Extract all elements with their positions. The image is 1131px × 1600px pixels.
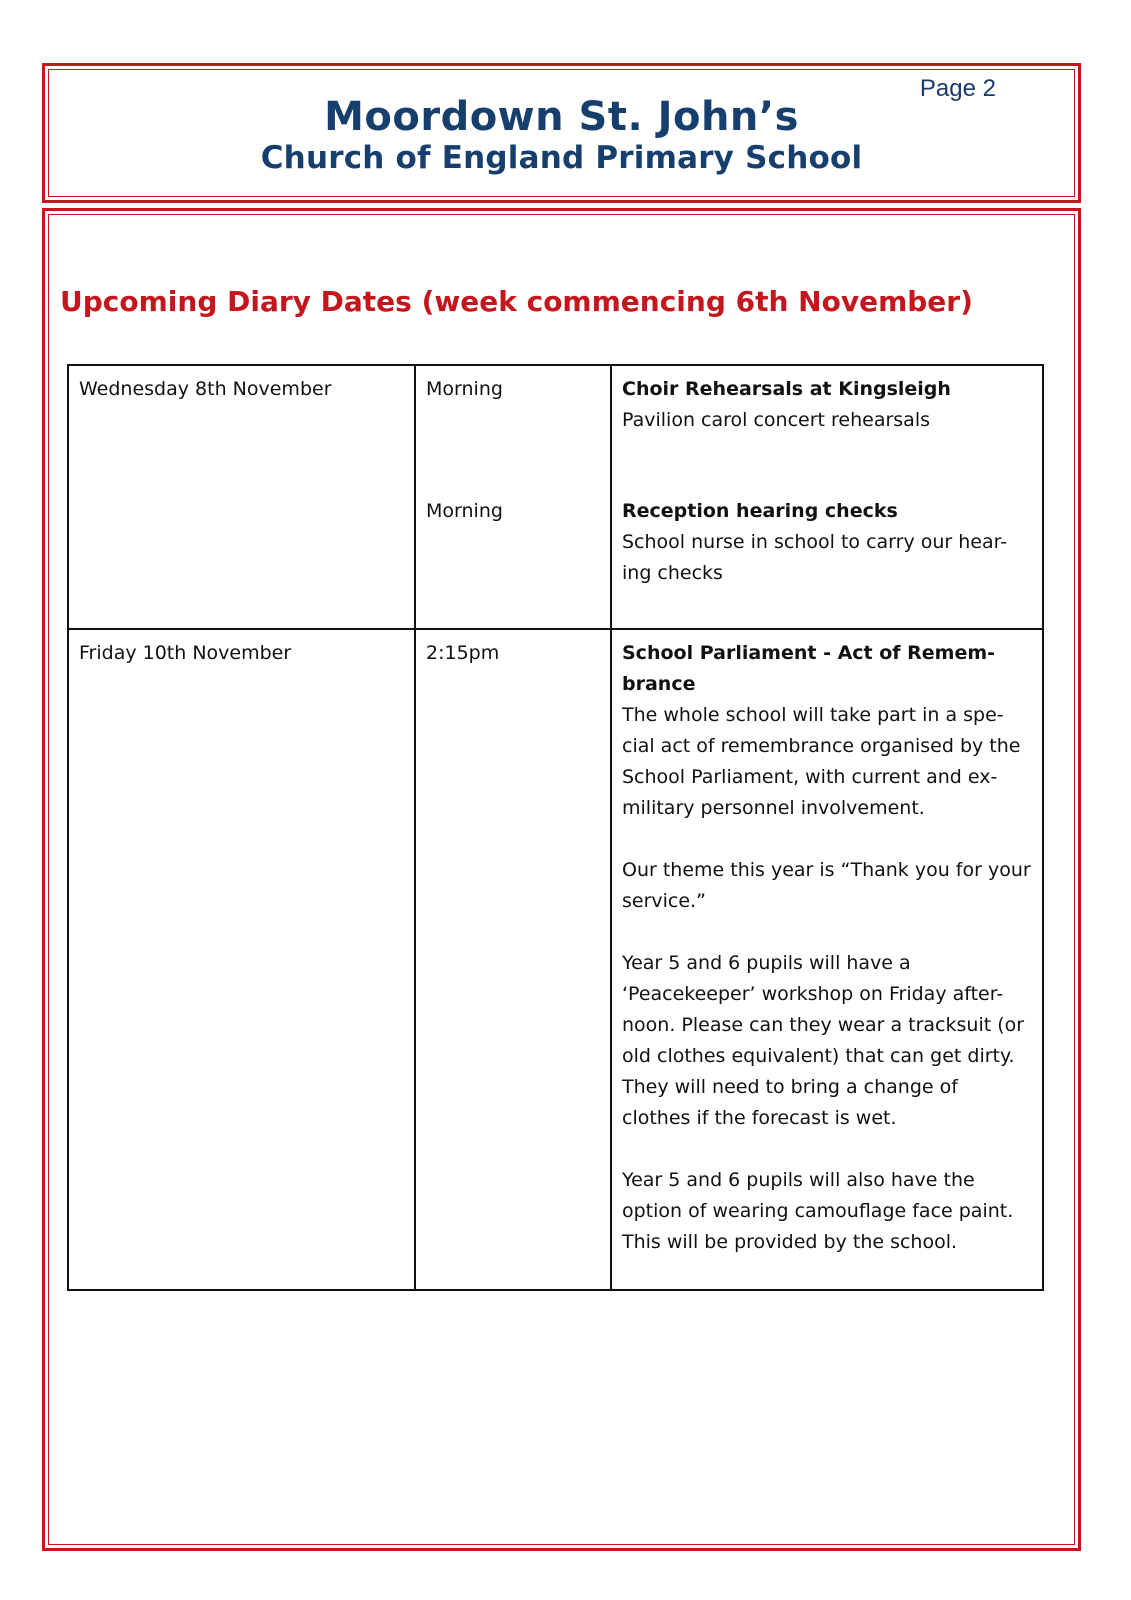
event-time: 2:15pm: [426, 642, 500, 664]
time-cell: [415, 365, 611, 629]
school-name: Moordown St. John’s: [324, 94, 799, 140]
event-date: Wednesday 8th November: [79, 378, 332, 400]
event-entry: [622, 374, 1032, 436]
event-paragraph: Our theme this year is “Thank you for your service.”: [622, 859, 1031, 912]
event-paragraph: Year 5 and 6 pupils will have a ‘Peacekeeper’ workshop on Friday after-noon. Please can they wear a tracksuit (or old clothes equivalent) that can get dirty. They will need to bring a change of clothes if the forecast is wet.: [622, 952, 1025, 1129]
section-heading: Upcoming Diary Dates (week commencing 6th November): [60, 285, 973, 318]
event-time: Morning: [426, 378, 503, 400]
header-frame: [42, 63, 1081, 203]
event-description: School nurse in school to carry our hear-ing checks: [622, 531, 1008, 584]
event-title: Reception hearing checks: [622, 500, 898, 522]
date-cell: [68, 365, 415, 629]
detail-cell: [611, 365, 1043, 629]
event-paragraph: The whole school will take part in a spe-cial act of remembrance organised by the School Parliament, with current and ex-military personnel involvement.: [622, 704, 1021, 819]
event-title: Choir Rehearsals at Kingsleigh: [622, 378, 951, 400]
event-date: Friday 10th November: [79, 642, 292, 664]
event-description: Pavilion carol concert rehearsals: [622, 409, 930, 431]
page-number: Page 2: [919, 75, 996, 102]
table-row: [68, 365, 1043, 629]
event-paragraph: Year 5 and 6 pupils will also have the option of wearing camouflage face paint. This will be provided by the school.: [622, 1169, 1014, 1253]
time-cell: [415, 629, 611, 1290]
detail-cell: [611, 629, 1043, 1290]
event-entry: [622, 496, 1032, 589]
school-subtitle: Church of England Primary School: [260, 140, 863, 176]
table-row: [68, 629, 1043, 1290]
event-entry: [622, 638, 1032, 1258]
diary-table: [67, 364, 1044, 1291]
event-title: School Parliament - Act of Remem-brance: [622, 642, 996, 695]
date-cell: [68, 629, 415, 1290]
event-time: Morning: [426, 500, 503, 522]
